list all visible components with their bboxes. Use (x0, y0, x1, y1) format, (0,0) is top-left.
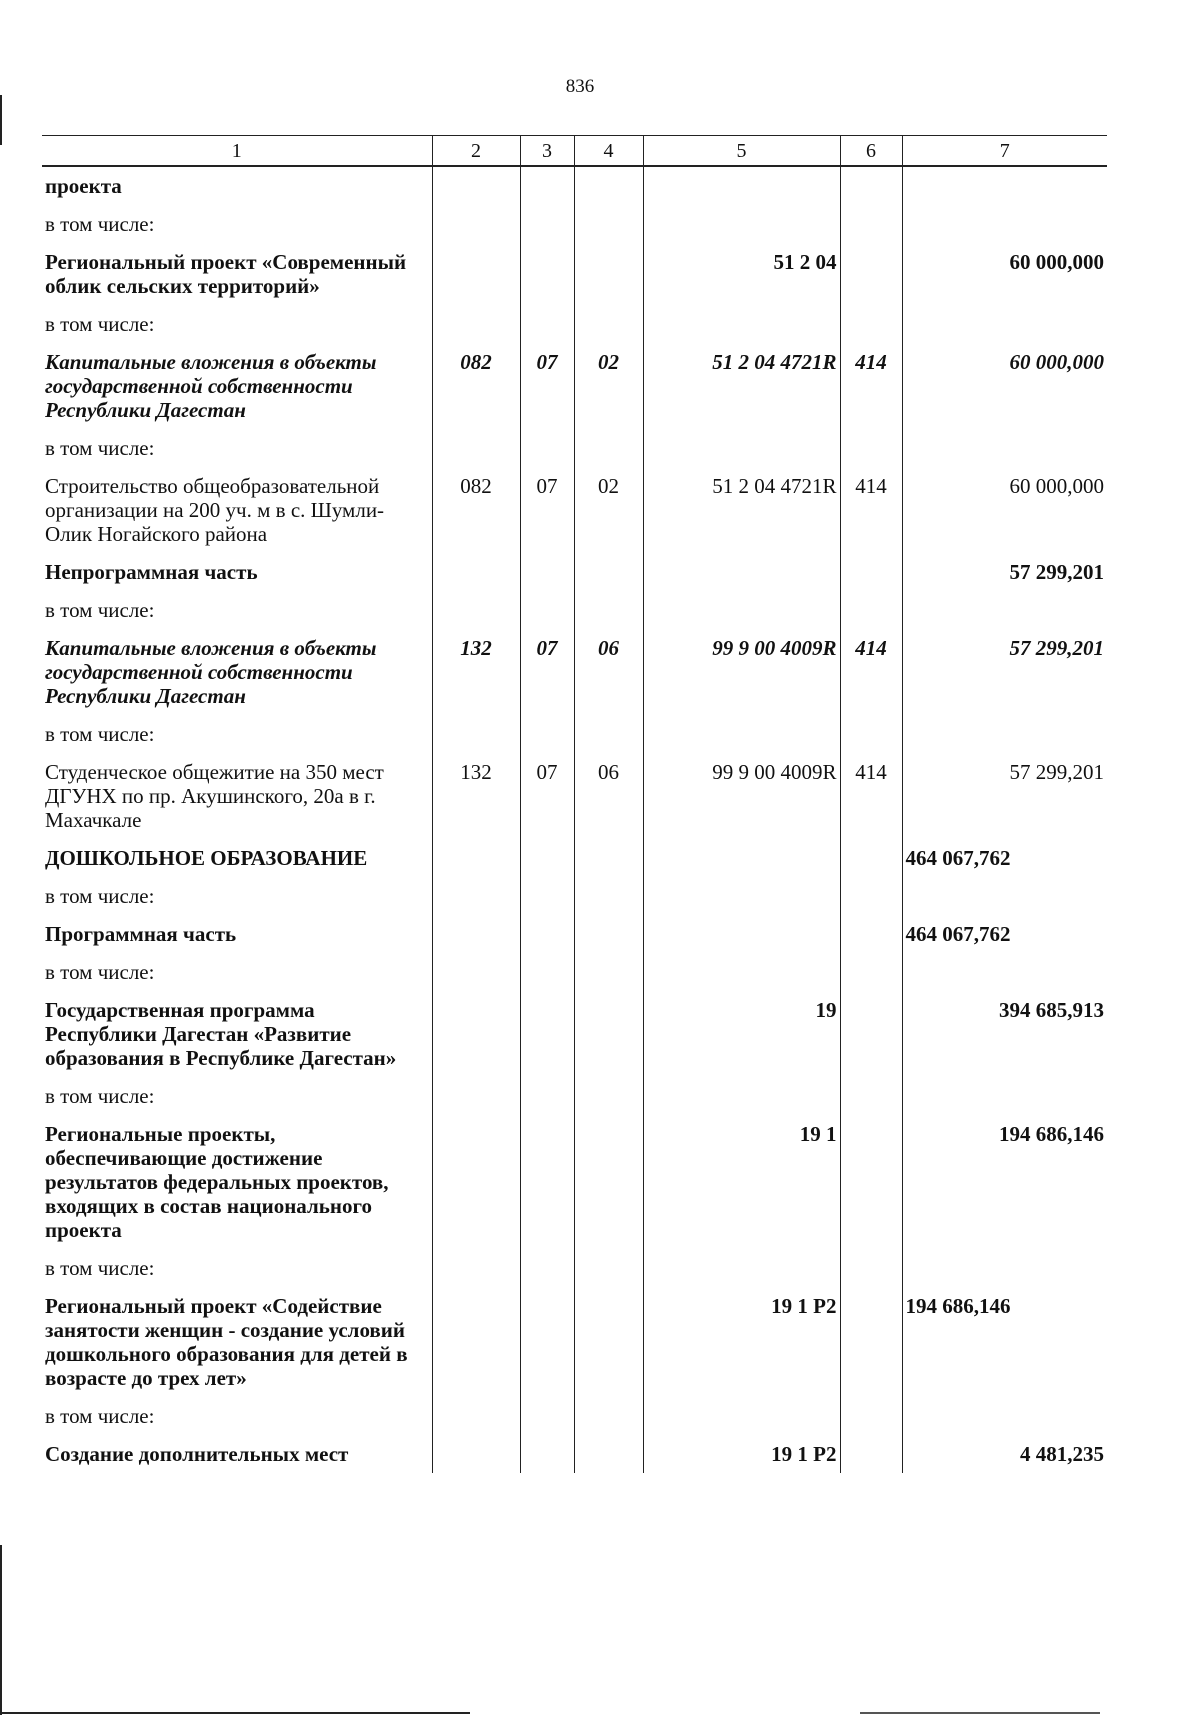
target-article-cell: 19 1 P2 (643, 1435, 840, 1473)
amount-cell (902, 953, 1107, 991)
subsection-code-cell (574, 839, 643, 877)
row-name-cell: в том числе: (45, 436, 155, 460)
page-number: 836 (565, 76, 595, 97)
chapter-code-cell (432, 166, 520, 205)
expense-type-cell: 414 (840, 629, 902, 715)
section-code-cell (520, 205, 574, 243)
table-row (42, 839, 1107, 877)
expense-type-cell (840, 715, 902, 753)
row-name-cell: Капитальные вложения в объекты государственной собственности Республики Дагестан (45, 350, 377, 422)
target-article-cell: 19 (643, 991, 840, 1077)
amount-cell (902, 1077, 1107, 1115)
chapter-code-cell (432, 991, 520, 1077)
row-name-cell: проекта (45, 174, 122, 198)
target-article-cell (643, 1249, 840, 1287)
table-row (42, 305, 1107, 343)
table-row (42, 591, 1107, 629)
expense-type-cell: 414 (840, 753, 902, 839)
chapter-code-cell (432, 591, 520, 629)
table-row (42, 1115, 1107, 1249)
subsection-code-cell (574, 1435, 643, 1473)
section-code-cell (520, 553, 574, 591)
target-article-cell (643, 166, 840, 205)
subsection-code-cell (574, 553, 643, 591)
row-name-cell: Создание дополнительных мест (45, 1442, 349, 1466)
table-body (42, 166, 1107, 1473)
section-code-cell (520, 591, 574, 629)
scan-edge-mark (0, 95, 2, 145)
chapter-code-cell (432, 205, 520, 243)
chapter-code-cell (432, 1115, 520, 1249)
chapter-code-cell (432, 243, 520, 305)
row-name-cell: ДОШКОЛЬНОЕ ОБРАЗОВАНИЕ (45, 846, 368, 870)
amount-cell: 60 000,000 (902, 243, 1107, 305)
amount-cell (902, 877, 1107, 915)
expense-type-cell (840, 1077, 902, 1115)
section-code-cell (520, 1115, 574, 1249)
row-name-cell: в том числе: (45, 1256, 155, 1280)
amount-cell: 4 481,235 (902, 1435, 1107, 1473)
section-code-cell (520, 305, 574, 343)
section-code-cell (520, 953, 574, 991)
row-name-cell: Строительство общеобразовательной организации на 200 уч. м в с. Шумли-Олик Ногайского района (45, 474, 385, 546)
chapter-code-cell (432, 553, 520, 591)
expense-type-cell (840, 166, 902, 205)
section-code-cell: 07 (520, 467, 574, 553)
section-code-cell (520, 1249, 574, 1287)
chapter-code-cell: 082 (432, 467, 520, 553)
subsection-code-cell (574, 243, 643, 305)
row-name-cell: Региональные проекты, обеспечивающие достижение результатов федеральных проектов, входящих в состав национального проекта (45, 1122, 389, 1242)
subsection-code-cell (574, 1397, 643, 1435)
chapter-code-cell (432, 953, 520, 991)
target-article-cell (643, 591, 840, 629)
subsection-code-cell (574, 1115, 643, 1249)
subsection-code-cell: 02 (574, 467, 643, 553)
table-row (42, 877, 1107, 915)
target-article-cell (643, 953, 840, 991)
row-name-cell: в том числе: (45, 1404, 155, 1428)
amount-cell: 60 000,000 (902, 467, 1107, 553)
subsection-code-cell (574, 305, 643, 343)
table-row (42, 166, 1107, 205)
target-article-cell (643, 715, 840, 753)
subsection-code-cell (574, 1077, 643, 1115)
table-row (42, 553, 1107, 591)
table-row (42, 205, 1107, 243)
row-name-cell: Капитальные вложения в объекты государственной собственности Республики Дагестан (45, 636, 377, 708)
expense-type-cell (840, 1115, 902, 1249)
chapter-code-cell (432, 1249, 520, 1287)
amount-cell: 464 067,762 (902, 839, 1107, 877)
target-article-cell: 51 2 04 (643, 243, 840, 305)
section-code-cell (520, 877, 574, 915)
chapter-code-cell (432, 1397, 520, 1435)
chapter-code-cell: 132 (432, 629, 520, 715)
expense-type-cell (840, 243, 902, 305)
row-name-cell: Государственная программа Республики Дагестан «Развитие образования в Республике Дагестан» (45, 998, 397, 1070)
amount-cell: 57 299,201 (902, 629, 1107, 715)
chapter-code-cell (432, 915, 520, 953)
expense-type-cell (840, 991, 902, 1077)
subsection-code-cell: 06 (574, 629, 643, 715)
subsection-code-cell (574, 715, 643, 753)
subsection-code-cell (574, 953, 643, 991)
chapter-code-cell (432, 1077, 520, 1115)
row-name-cell: Непрограммная часть (45, 560, 258, 584)
section-code-cell: 07 (520, 629, 574, 715)
row-name-cell: в том числе: (45, 722, 155, 746)
chapter-code-cell (432, 305, 520, 343)
subsection-code-cell (574, 205, 643, 243)
row-name-cell: в том числе: (45, 960, 155, 984)
chapter-code-cell (432, 1287, 520, 1397)
amount-cell (902, 166, 1107, 205)
row-name-cell: Студенческое общежитие на 350 мест ДГУНХ по пр. Акушинского, 20а в г. Махачкале (45, 760, 384, 832)
chapter-code-cell: 132 (432, 753, 520, 839)
row-name-cell: в том числе: (45, 884, 155, 908)
table-row (42, 1287, 1107, 1397)
section-code-cell (520, 991, 574, 1077)
target-article-cell: 19 1 (643, 1115, 840, 1249)
table-row (42, 467, 1107, 553)
row-name-cell: в том числе: (45, 598, 155, 622)
amount-cell: 57 299,201 (902, 553, 1107, 591)
target-article-cell (643, 429, 840, 467)
budget-table (42, 135, 1107, 1473)
subsection-code-cell (574, 915, 643, 953)
expense-type-cell (840, 205, 902, 243)
scan-edge-mark (0, 1712, 470, 1714)
table-row (42, 1397, 1107, 1435)
table-row (42, 715, 1107, 753)
subsection-code-cell (574, 1287, 643, 1397)
amount-cell (902, 1249, 1107, 1287)
expense-type-cell (840, 915, 902, 953)
amount-cell (902, 1397, 1107, 1435)
table-row (42, 953, 1107, 991)
section-code-cell (520, 429, 574, 467)
section-code-cell (520, 839, 574, 877)
amount-cell (902, 205, 1107, 243)
chapter-code-cell (432, 715, 520, 753)
section-code-cell (520, 915, 574, 953)
column-header: 2 (432, 136, 520, 167)
section-code-cell (520, 243, 574, 305)
row-name-cell: Региональный проект «Содействие занятости женщин - создание условий дошкольного образования для детей в возрасте до трех лет» (45, 1294, 408, 1390)
amount-cell: 464 067,762 (902, 915, 1107, 953)
target-article-cell: 99 9 00 4009R (643, 753, 840, 839)
target-article-cell (643, 553, 840, 591)
chapter-code-cell: 082 (432, 343, 520, 429)
amount-cell (902, 715, 1107, 753)
chapter-code-cell (432, 839, 520, 877)
subsection-code-cell: 02 (574, 343, 643, 429)
table-header-row (42, 136, 1107, 167)
expense-type-cell (840, 953, 902, 991)
target-article-cell (643, 915, 840, 953)
column-header: 5 (643, 136, 840, 167)
section-code-cell (520, 715, 574, 753)
column-header: 3 (520, 136, 574, 167)
section-code-cell: 07 (520, 753, 574, 839)
section-code-cell (520, 1397, 574, 1435)
table-row (42, 991, 1107, 1077)
subsection-code-cell (574, 877, 643, 915)
table-row (42, 429, 1107, 467)
target-article-cell: 51 2 04 4721R (643, 343, 840, 429)
column-header: 1 (42, 136, 432, 167)
target-article-cell (643, 205, 840, 243)
expense-type-cell (840, 839, 902, 877)
target-article-cell (643, 1077, 840, 1115)
chapter-code-cell (432, 429, 520, 467)
expense-type-cell (840, 1435, 902, 1473)
subsection-code-cell (574, 166, 643, 205)
scan-edge-mark (860, 1712, 1100, 1714)
table-row (42, 343, 1107, 429)
table-row (42, 243, 1107, 305)
section-code-cell (520, 1287, 574, 1397)
amount-cell: 194 686,146 (902, 1287, 1107, 1397)
row-name-cell: Программная часть (45, 922, 237, 946)
scan-edge-mark (0, 1545, 2, 1715)
target-article-cell (643, 839, 840, 877)
column-header: 4 (574, 136, 643, 167)
table-row (42, 915, 1107, 953)
table-row (42, 629, 1107, 715)
section-code-cell: 07 (520, 343, 574, 429)
column-header: 6 (840, 136, 902, 167)
expense-type-cell: 414 (840, 467, 902, 553)
subsection-code-cell: 06 (574, 753, 643, 839)
amount-cell: 194 686,146 (902, 1115, 1107, 1249)
expense-type-cell (840, 429, 902, 467)
section-code-cell (520, 1077, 574, 1115)
subsection-code-cell (574, 591, 643, 629)
row-name-cell: в том числе: (45, 312, 155, 336)
amount-cell: 394 685,913 (902, 991, 1107, 1077)
row-name-cell: в том числе: (45, 212, 155, 236)
target-article-cell: 99 9 00 4009R (643, 629, 840, 715)
subsection-code-cell (574, 991, 643, 1077)
amount-cell (902, 591, 1107, 629)
target-article-cell: 19 1 P2 (643, 1287, 840, 1397)
section-code-cell (520, 166, 574, 205)
table-row (42, 1435, 1107, 1473)
target-article-cell (643, 877, 840, 915)
expense-type-cell: 414 (840, 343, 902, 429)
row-name-cell: в том числе: (45, 1084, 155, 1108)
column-header: 7 (902, 136, 1107, 167)
table-row (42, 1077, 1107, 1115)
target-article-cell: 51 2 04 4721R (643, 467, 840, 553)
expense-type-cell (840, 1397, 902, 1435)
expense-type-cell (840, 877, 902, 915)
target-article-cell (643, 305, 840, 343)
expense-type-cell (840, 591, 902, 629)
amount-cell (902, 429, 1107, 467)
expense-type-cell (840, 1287, 902, 1397)
amount-cell: 60 000,000 (902, 343, 1107, 429)
amount-cell (902, 305, 1107, 343)
chapter-code-cell (432, 1435, 520, 1473)
section-code-cell (520, 1435, 574, 1473)
subsection-code-cell (574, 1249, 643, 1287)
table-row (42, 1249, 1107, 1287)
chapter-code-cell (432, 877, 520, 915)
subsection-code-cell (574, 429, 643, 467)
row-name-cell: Региональный проект «Современный облик сельских территорий» (45, 250, 407, 298)
table-row (42, 753, 1107, 839)
expense-type-cell (840, 553, 902, 591)
amount-cell: 57 299,201 (902, 753, 1107, 839)
target-article-cell (643, 1397, 840, 1435)
expense-type-cell (840, 1249, 902, 1287)
expense-type-cell (840, 305, 902, 343)
